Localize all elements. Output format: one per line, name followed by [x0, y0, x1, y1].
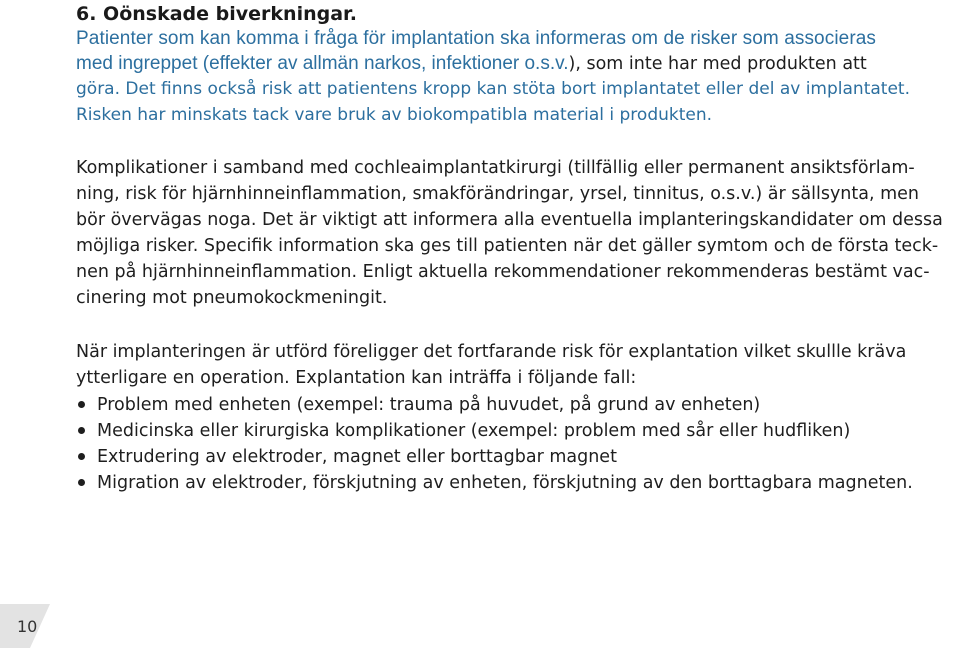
paragraph2-line-1: Komplikationer i samband med cochleaimplantatkirurgi (tillfällig eller permanent ansiktsförlam-: [76, 158, 915, 178]
list-item: Problem med enheten (exempel: trauma på huvudet, på grund av enheten): [97, 395, 761, 415]
paragraph1-line-1: Patienter som kan komma i fråga för implantation ska informeras om de risker som associeras: [76, 28, 877, 49]
paragraph2-line-3: bör övervägas noga. Det är viktigt att informera alla eventuella implanteringskandidater om dessa: [76, 210, 943, 230]
paragraph2-line-4: möjliga risker. Specifik information ska ges till patienten när det gäller symtom och de första teck-: [76, 236, 939, 256]
bullet-icon: [78, 427, 85, 434]
paragraph1-line-2: [76, 51, 867, 77]
paragraph2-line-6: cinering mot pneumokockmeningit.: [76, 288, 388, 308]
paragraph1-line-3: göra. Det finns också risk att patientens kropp kan stöta bort implantatet eller del av implantatet.: [76, 79, 910, 99]
section-heading: 6. Oönskade biverkningar.: [76, 3, 357, 25]
bullet-icon: [78, 479, 85, 486]
paragraph2-line-2: ning, risk för hjärnhinneinflammation, smakförändringar, yrsel, tinnitus, o.s.v.) är sällsynta, men: [76, 184, 920, 204]
bullet-icon: [78, 453, 85, 460]
list-item: Medicinska eller kirurgiska komplikationer (exempel: problem med sår eller hudfliken): [97, 421, 851, 441]
paragraph3-line-1: När implanteringen är utförd föreligger det fortfarande risk för explantation vilket skullle kräva: [76, 342, 907, 362]
paragraph1-line-4: Risken har minskats tack vare bruk av biokompatibla material i produkten.: [76, 105, 713, 125]
paragraph3-line-2: ytterligare en operation. Explantation kan inträffa i följande fall:: [76, 368, 637, 388]
paragraph2-line-5: nen på hjärnhinneinflammation. Enligt aktuella rekommendationer rekommenderas bestämt vac-: [76, 262, 930, 282]
paragraph1-line-2-part-a: med ingreppet (effekter av allmän narkos, infektioner o.s.v.: [76, 53, 569, 74]
paragraph1-line-2-part-b: ), som inte har med produkten att: [568, 54, 867, 74]
list-item: Extrudering av elektroder, magnet eller borttagbar magnet: [97, 447, 617, 467]
list-item: Migration av elektroder, förskjutning av enheten, förskjutning av den borttagbara magneten.: [97, 473, 913, 493]
bullet-icon: [78, 401, 85, 408]
page-number: 10: [17, 617, 38, 636]
